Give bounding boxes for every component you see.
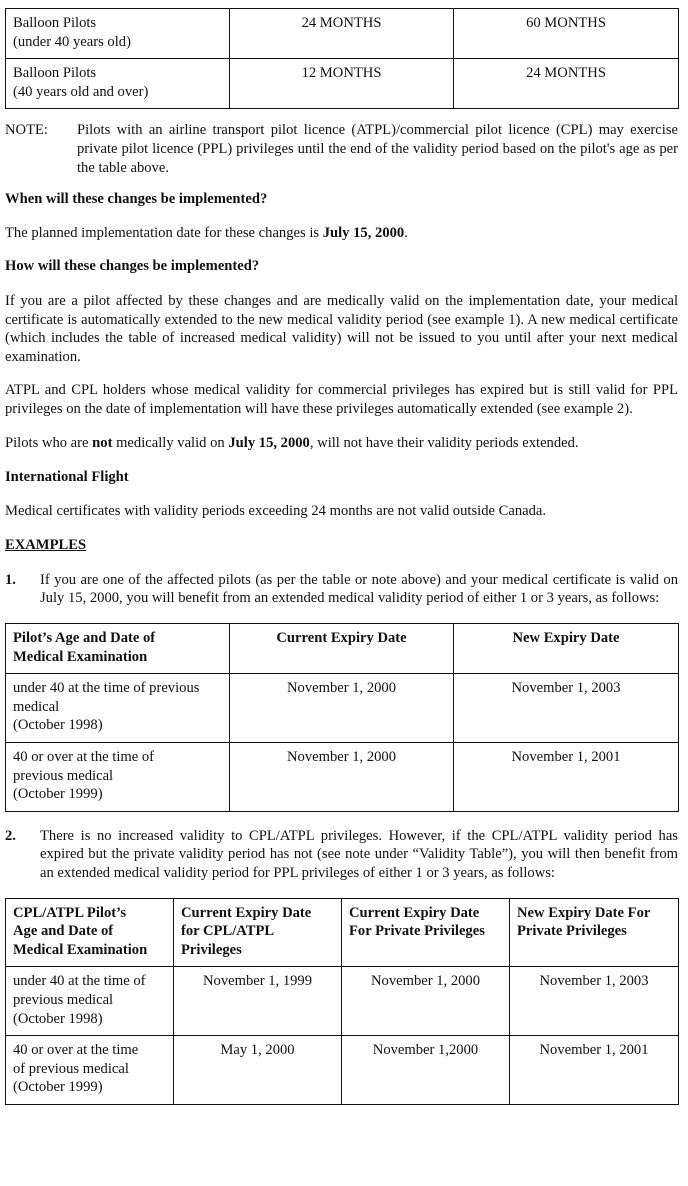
table-cell: under 40 at the time of previous medical (October 1998) bbox=[6, 674, 230, 743]
note bbox=[5, 121, 678, 177]
table-cell: 60 MONTHS bbox=[454, 9, 679, 59]
paragraph-international: Medical certificates with validity periods exceeding 24 months are not valid outside Canada. bbox=[5, 502, 547, 519]
table-row bbox=[6, 1036, 679, 1105]
table-header-row bbox=[6, 898, 679, 967]
table-cell: November 1,2000 bbox=[342, 1036, 510, 1105]
column-header: New Expiry Date bbox=[454, 624, 679, 674]
example-text: There is no increased validity to CPL/ATPL privileges. However, if the CPL/ATPL validity period has expired but the private validity period has not (see note under “Validity Table”), you will then benefit from an extended medical validity period for PPL privileges of either 1 or 3 years, as follows: bbox=[40, 827, 678, 881]
column-header: CPL/ATPL Pilot’s Age and Date of Medical Examination bbox=[6, 898, 174, 967]
heading-examples: EXAMPLES bbox=[5, 537, 87, 554]
table-header-row bbox=[6, 624, 679, 674]
column-header: Pilot’s Age and Date of Medical Examination bbox=[6, 624, 230, 674]
heading-international: International Flight bbox=[5, 469, 129, 486]
table-cell: November 1, 1999 bbox=[174, 967, 342, 1036]
paragraph-how-1: If you are a pilot affected by these changes and are medically valid on the implementation date, your medical certificate is automatically extended to the new medical validity period (see example 1). A new medical certificate (which includes the table of increased medical validity) will not be issued to you until after your next medical examination. bbox=[5, 292, 678, 365]
table-cell: May 1, 2000 bbox=[174, 1036, 342, 1105]
table-cell: 40 or over at the time of previous medical (October 1999) bbox=[6, 1036, 174, 1105]
example-number: 2. bbox=[5, 827, 16, 844]
example-text: If you are one of the affected pilots (as per the table or note above) and your medical certificate is valid on July 15, 2000, you will benefit from an extended medical validity period of either 1 or 3 years, as follows: bbox=[40, 571, 678, 607]
note-label: NOTE: bbox=[5, 122, 48, 139]
table-cell: November 1, 2000 bbox=[230, 674, 454, 743]
table-cell: Balloon Pilots (under 40 years old) bbox=[6, 9, 230, 59]
table-cell: November 1, 2000 bbox=[342, 967, 510, 1036]
table-cell: November 1, 2000 bbox=[230, 743, 454, 812]
example-1-table bbox=[5, 623, 679, 812]
table-cell: 12 MONTHS bbox=[230, 59, 454, 109]
table-cell: under 40 at the time of previous medical (October 1998) bbox=[6, 967, 174, 1036]
example-2-table bbox=[5, 898, 679, 1105]
validity-table bbox=[5, 8, 679, 109]
table-cell: Balloon Pilots (40 years old and over) bbox=[6, 59, 230, 109]
heading-how: How will these changes be implemented? bbox=[5, 258, 260, 275]
column-header: Current Expiry Date for CPL/ATPL Privileges bbox=[174, 898, 342, 967]
table-cell: 24 MONTHS bbox=[454, 59, 679, 109]
heading-when: When will these changes be implemented? bbox=[5, 191, 268, 208]
paragraph-how-2: ATPL and CPL holders whose medical validity for commercial privileges has expired but is still valid for PPL privileges on the date of implementation will have these privileges automatically extended (see example 2). bbox=[5, 382, 678, 417]
table-row bbox=[6, 743, 679, 812]
table-cell: November 1, 2001 bbox=[454, 743, 679, 812]
document-page bbox=[5, 8, 678, 1105]
example-2 bbox=[5, 827, 678, 883]
column-header: New Expiry Date For Private Privileges bbox=[510, 898, 679, 967]
note-text: Pilots with an airline transport pilot licence (ATPL)/commercial pilot licence (CPL) may exercise private pilot licence (PPL) privileges until the end of the validity period based on the pilot's age as per the table above. bbox=[77, 122, 678, 176]
column-header: Current Expiry Date For Private Privileges bbox=[342, 898, 510, 967]
table-cell: November 1, 2003 bbox=[454, 674, 679, 743]
table-cell: 24 MONTHS bbox=[230, 9, 454, 59]
table-row bbox=[6, 674, 679, 743]
table-row bbox=[6, 9, 679, 59]
table-row bbox=[6, 967, 679, 1036]
table-row bbox=[6, 59, 679, 109]
paragraph-how-3: Pilots who are not medically valid on July 15, 2000, will not have their validity periods extended. bbox=[5, 434, 579, 451]
paragraph-when: The planned implementation date for these changes is July 15, 2000. bbox=[5, 224, 408, 241]
table-cell: 40 or over at the time of previous medical (October 1999) bbox=[6, 743, 230, 812]
table-cell: November 1, 2003 bbox=[510, 967, 679, 1036]
table-cell: November 1, 2001 bbox=[510, 1036, 679, 1105]
implementation-date: July 15, 2000 bbox=[322, 224, 405, 241]
example-number: 1. bbox=[5, 571, 16, 588]
column-header: Current Expiry Date bbox=[230, 624, 454, 674]
example-1 bbox=[5, 571, 678, 608]
